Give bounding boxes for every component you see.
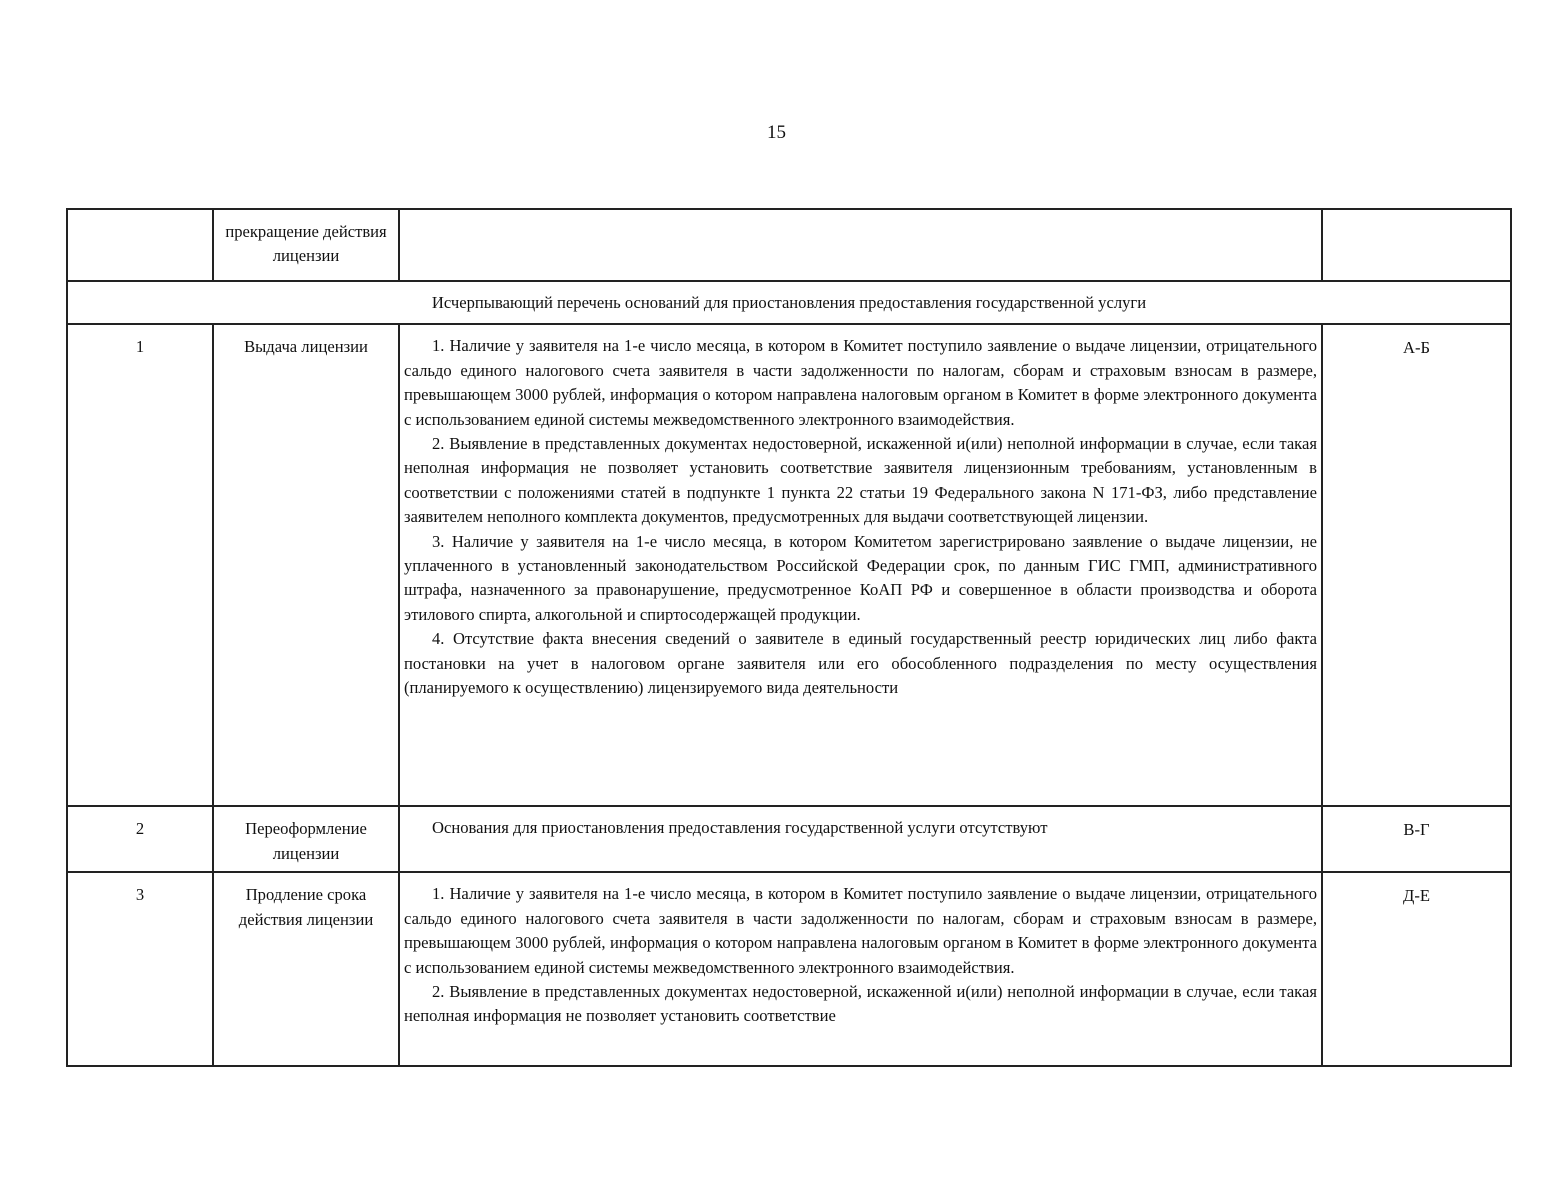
- grounds-text: [399, 872, 1322, 1066]
- section-title: Исчерпывающий перечень оснований для приостановления предоставления государственной услуги: [67, 281, 1511, 324]
- paragraph: 3. Наличие у заявителя на 1-е число месяца, в котором Комитетом зарегистрировано заявление о выдаче лицензии, не уплаченного в установленный законодательством Российской Федерации срок, по данным ГИС ГМП, административного штрафа, назначенного за правонарушение, предусмотренное КоАП РФ и совершенное в области производства и оборота этилового спирта, алкогольной и спиртосодержащей продукции.: [404, 531, 1317, 624]
- row-number: 1: [67, 324, 213, 806]
- service-name: Продление срока действия лицензии: [213, 872, 399, 1066]
- service-name: Выдача лицензии: [213, 324, 399, 806]
- paragraph: 4. Отсутствие факта внесения сведений о заявителе в единый государственный реестр юридических лиц либо факта постановки на учет в налоговом органе заявителя или его обособленного подразделения по месту осуществления (планируемого к осуществлению) лицензируемого вида деятельности: [404, 629, 1317, 698]
- num-cell: [67, 209, 213, 281]
- service-name: Переоформление лицензии: [213, 806, 399, 872]
- code-cell: [1322, 209, 1511, 281]
- grounds-text: [399, 806, 1322, 872]
- paragraph: Основания для приостановления предоставления государственной услуги отсутствуют: [432, 818, 1048, 838]
- row-number: 2: [67, 806, 213, 872]
- table-row: [67, 806, 1511, 872]
- paragraph: 1. Наличие у заявителя на 1-е число месяца, в котором в Комитет поступило заявление о выдаче лицензии, отрицательного сальдо единого налогового счета заявителя в части задолженности по налогам, сборам и страховым взносам в размере, превышающем 3000 рублей, информация о котором направлена налоговым органом в Комитет в форме электронного документа с использованием единой системы межведомственного электронного взаимодействия.: [404, 884, 1317, 977]
- letter-code: А-Б: [1322, 324, 1511, 806]
- table-row: [67, 209, 1511, 281]
- grounds-text-clip: [404, 882, 1317, 1058]
- text-cell: [399, 209, 1322, 281]
- grounds-table: [66, 208, 1512, 1067]
- row-number: 3: [67, 872, 213, 1066]
- page-number: 15: [767, 122, 786, 143]
- section-row: [67, 281, 1511, 324]
- grounds-text: [399, 324, 1322, 806]
- letter-code: Д-Е: [1322, 872, 1511, 1066]
- letter-code: В-Г: [1322, 806, 1511, 872]
- paragraph: 1. Наличие у заявителя на 1-е число месяца, в котором в Комитет поступило заявление о выдаче лицензии, отрицательного сальдо единого налогового счета заявителя в части задолженности по налогам, сборам и страховым взносам в размере, превышающем 3000 рублей, информация о котором направлена налоговым органом в Комитет в форме электронного документа с использованием единой системы межведомственного электронного взаимодействия.: [404, 336, 1317, 429]
- table-row: [67, 324, 1511, 806]
- service-name: прекращение действия лицензии: [225, 222, 387, 266]
- paragraph: 2. Выявление в представленных документах недостоверной, искаженной и(или) неполной информации в случае, если такая неполная информация не позволяет установить соответствие заявителя лицензионным требованиям, установленным в соответствии с положениями статей в подпункте 1 пункта 22 статьи 19 Федерального закона N 171-ФЗ, либо представление заявителем неполного комплекта документов, предусмотренных для выдачи соответствующей лицензии.: [404, 434, 1317, 527]
- service-name-cell: [213, 209, 399, 281]
- paragraph: 2. Выявление в представленных документах недостоверной, искаженной и(или) неполной информации в случае, если такая неполная информация не позволяет установить соответствие: [404, 982, 1317, 1026]
- table-row: [67, 872, 1511, 1066]
